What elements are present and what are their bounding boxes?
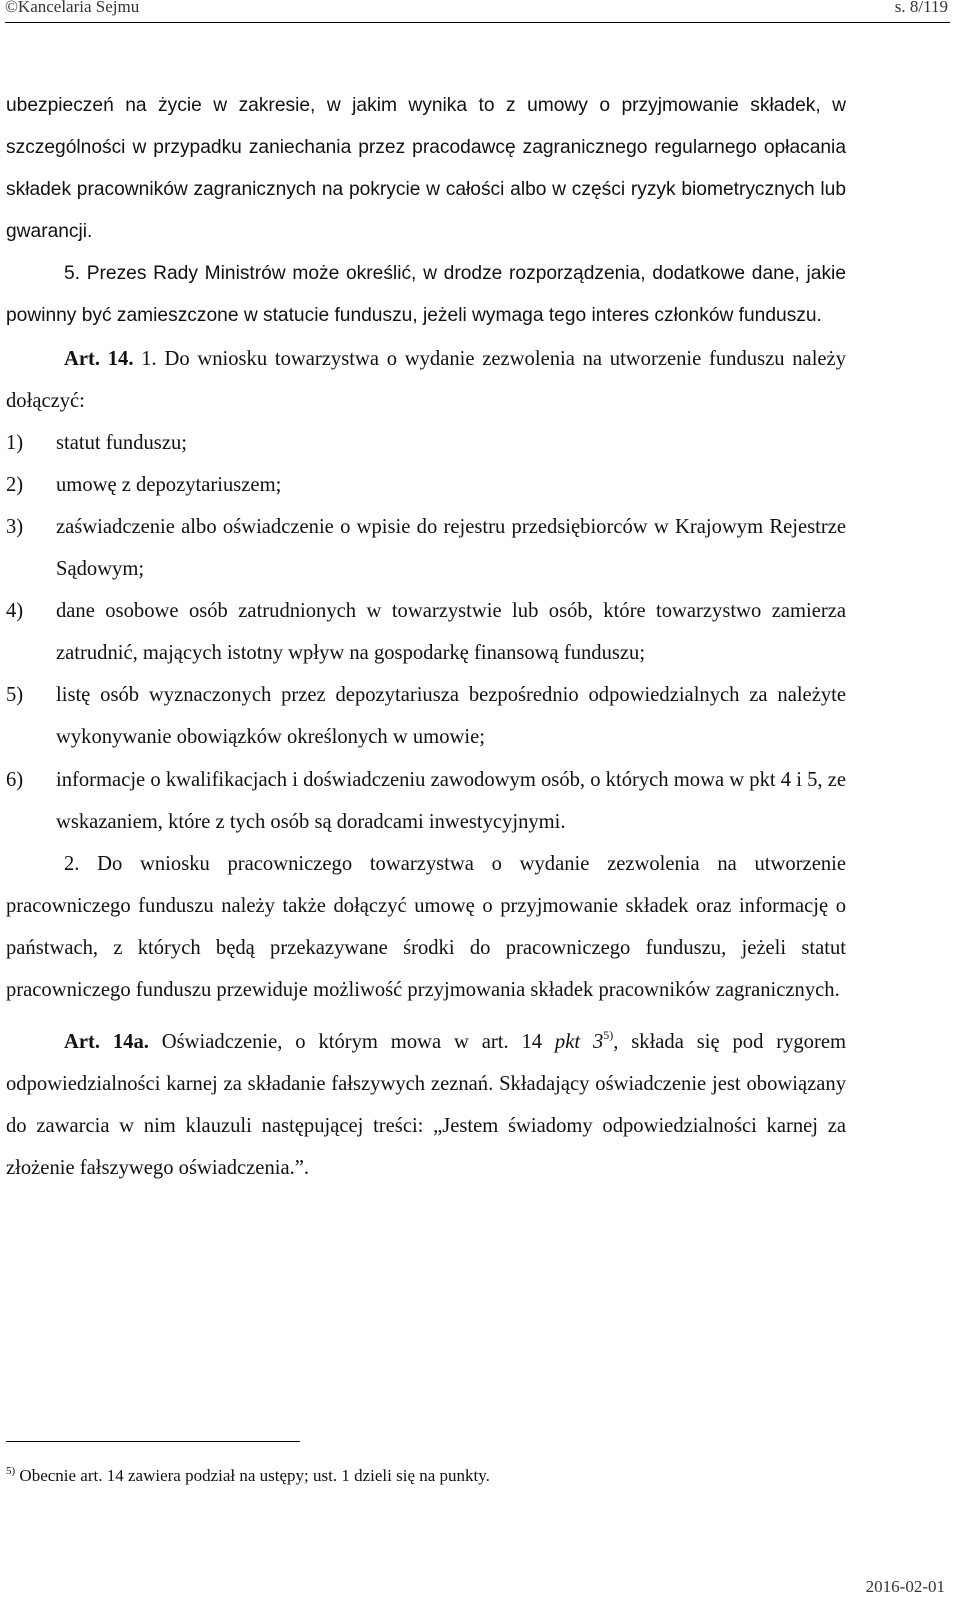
article-14-label: Art. 14. <box>64 347 134 370</box>
paragraph-5: 5. Prezes Rady Ministrów może określić, w drodze rozporządzenia, dodatkowe dane, jakie powinny być zamieszczone w statucie funduszu, jeżeli wymaga tego interes członków funduszu. <box>6 263 846 327</box>
article-14-text: 1. Do wniosku towarzystwa o wydanie zezwolenia na utworzenie funduszu należy dołączyć: <box>6 347 846 412</box>
list-item-1 <box>6 422 846 464</box>
page-number: s. 8/119 <box>894 0 948 16</box>
page-date: 2016-02-01 <box>865 1577 945 1596</box>
list-text: listę osób wyznaczonych przez depozytariusza bezpośrednio odpowiedzialnych za należyte wykonywanie obowiązków określonych w umowie; <box>56 684 846 749</box>
list-item-2 <box>6 464 846 506</box>
footnote-text: Obecnie art. 14 zawiera podział na ustępy; ust. 1 dzieli się na punkty. <box>15 1466 490 1485</box>
footnote-divider <box>6 1441 300 1442</box>
list-number: 1) <box>6 431 24 454</box>
footnote <box>6 1465 490 1487</box>
footnote-marker: 5) <box>6 1465 16 1477</box>
list-text: informacje o kwalifikacjach i doświadczeniu zawodowym osób, o których mowa w pkt 4 i 5, ze wskazaniem, które z tych osób są doradcami inwestycyjnymi. <box>56 768 846 833</box>
article-14a-text-before: Oświadczenie, o którym mowa w art. 14 <box>148 1031 555 1054</box>
list-text: umowę z depozytariuszem; <box>56 473 282 496</box>
list-item-4 <box>6 590 846 674</box>
paragraph-2: 2. Do wniosku pracowniczego towarzystwa o wydanie zezwolenia na utworzenie pracowniczego funduszu należy także dołączyć umowę o przyjmowanie składek oraz informację o państwach, z których będą przekazywane środki do pracowniczego funduszu, jeżeli statut pracowniczego funduszu przewiduje możliwość przyjmowania składek pracowników zagranicznych. <box>6 852 846 1001</box>
list-item-3 <box>6 506 846 590</box>
article-14a <box>6 1021 846 1189</box>
list-number: 5) <box>6 684 24 707</box>
list-text: zaświadczenie albo oświadczenie o wpisie do rejestru przedsiębiorców w Krajowym Rejestrze Sądowym; <box>56 515 846 581</box>
header-source: ©Kancelaria Sejmu <box>5 0 140 16</box>
list-text: statut funduszu; <box>56 431 187 454</box>
list-number: 6) <box>6 768 24 791</box>
document-body <box>6 85 846 1189</box>
article-14 <box>6 338 846 422</box>
list-item-5 <box>6 674 846 758</box>
list-number: 4) <box>6 600 24 623</box>
footnote-reference: 5) <box>603 1028 614 1043</box>
article-14a-italic: pkt 3 <box>554 1031 604 1054</box>
header-divider <box>5 22 950 23</box>
list-item-6 <box>6 759 846 843</box>
list-text: dane osobowe osób zatrudnionych w towarzystwie lub osób, które towarzystwo zamierza zatrudnić, mających istotny wpływ na gospodarkę finansową funduszu; <box>56 600 846 665</box>
page-header <box>5 0 952 22</box>
paragraph-intro: ubezpieczeń na życie w zakresie, w jakim wynika to z umowy o przyjmowanie składek, w szczególności w przypadku zaniechania przez pracodawcę zagranicznego regularnego opłacania składek pracowników zagranicznych na pokrycie w całości albo w części ryzyk biometrycznych lub gwarancji. <box>6 95 846 243</box>
article-14a-label: Art. 14a. <box>64 1031 149 1054</box>
article-14a-text-after: , składa się pod rygorem odpowiedzialności karnej za składanie fałszywych zeznań. Składający oświadczenie jest obowiązany do zawarcia w nim klauzuli następującej treści: „Jestem świadomy odpowiedzialności karnej za złożenie fałszywego oświadczenia.”. <box>6 1031 846 1180</box>
list-number: 2) <box>6 473 24 496</box>
list-number: 3) <box>6 515 24 538</box>
